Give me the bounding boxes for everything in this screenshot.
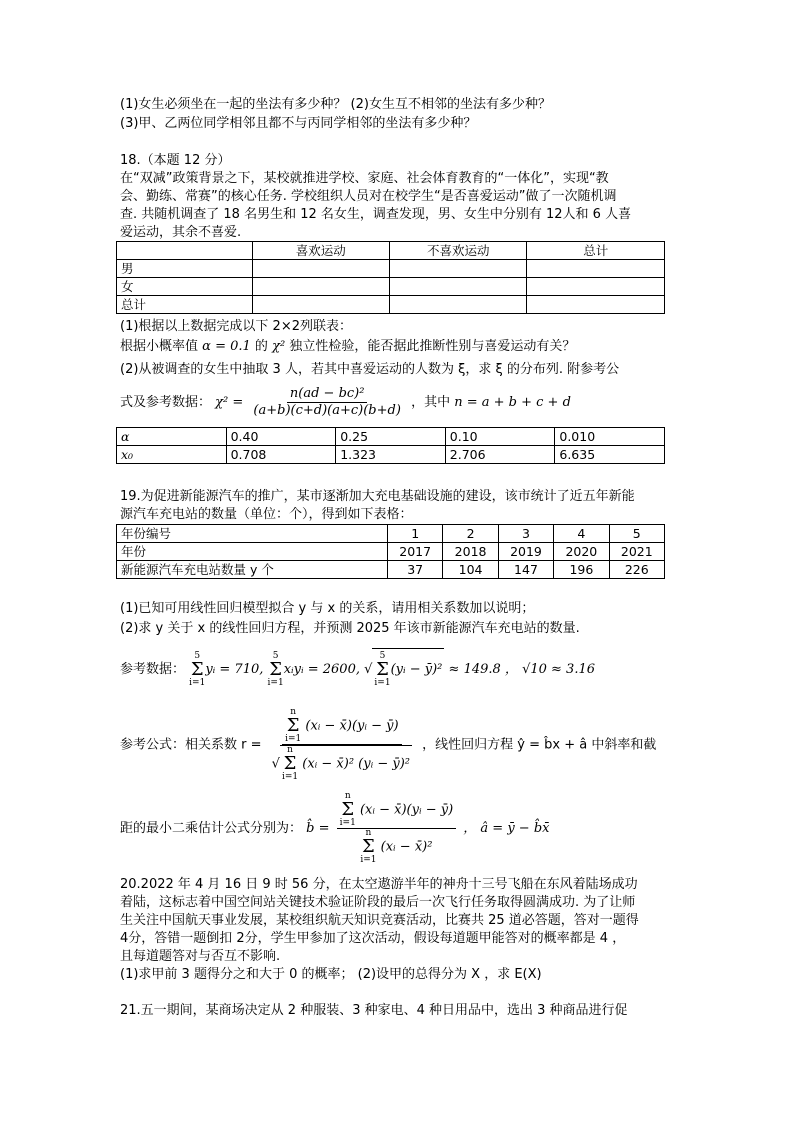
q20-para: 生关注中国航天事业发展，某校组织航天知识竞赛活动，比赛共 25 道必答题，答对一题得 (120, 913, 639, 928)
table-cell: 喜欢运动 (252, 242, 389, 260)
table-cell: 3 (498, 525, 553, 543)
table-cell: x₀ (117, 446, 227, 464)
text: 距的最小二乘估计公式分别为： (120, 821, 303, 836)
table-cell: 年份编号 (117, 525, 388, 543)
sum-xy: 5 Σ i=1 xᵢyᵢ (267, 650, 308, 688)
text: 的 (254, 339, 268, 354)
q18-sub1: (1)根据以上数据完成以下 2×2列联表： (120, 319, 352, 334)
q18-formula-line (120, 386, 571, 420)
q20-para: 4分，答错一题倒扣 2分，学生甲参加了这次活动，假设每道题甲能答对的概率都是 4 ， (120, 931, 626, 946)
table-row (117, 296, 665, 314)
contingency-table (116, 241, 665, 314)
table-cell: 226 (609, 561, 664, 579)
ref-value: = 2600, (307, 662, 360, 677)
table-cell: 6.635 (555, 446, 665, 464)
denominator: √ n Σ i=1 (xᵢ − x̄)² (yᵢ − ȳ)² (271, 745, 410, 782)
text: 式及参考数据： (120, 395, 212, 410)
table-cell: 2020 (554, 543, 609, 561)
sum-y: 5 Σ i=1 yᵢ (189, 650, 220, 688)
b-hat: b̂ = (306, 821, 330, 836)
ref-value: √10 ≈ 3.16 (522, 662, 595, 677)
table-cell: 5 (609, 525, 664, 543)
table-cell: 1 (388, 525, 443, 543)
text: ，线性回归方程 ŷ = b̂x + â 中斜率和截 (422, 737, 657, 753)
table-cell: 新能源汽车充电站数量 y 个 (117, 561, 388, 579)
sum-symbol: 5 Σ i=1 (189, 650, 206, 688)
table-cell: 2.706 (445, 446, 555, 464)
q19-reference-data (120, 648, 595, 691)
text: 根据小概率值 (120, 339, 199, 354)
text: 参考公式：相关系数 r = (120, 737, 262, 753)
charging-station-table (116, 524, 665, 579)
table-cell: 0.25 (336, 428, 446, 446)
table-row (117, 543, 665, 561)
intercept-formula: ， â = ȳ − b̂x̄ (463, 821, 550, 836)
numerator-text: (xᵢ − x̄)(yᵢ − ȳ) (359, 802, 454, 818)
q20-para: 着陆，这标志着中国空间站关键技术验证阶段的最后一次飞行任务取得圆满成功. 为了让师 (120, 895, 636, 910)
critical-value-table (116, 427, 665, 464)
numerator (282, 708, 401, 745)
denominator: (a+b)(c+d)(a+c)(b+d) (253, 403, 401, 418)
table-cell: 4 (554, 525, 609, 543)
q19-sub1: (1)已知可用线性回归模型拟合 y 与 x 的关系，请用相关系数加以说明； (120, 601, 535, 616)
table-cell: 不喜欢运动 (390, 242, 527, 260)
q18-para: 在“双减”政策背景之下，某校就推进学校、家庭、社会体育教育的“一体化”，实现“教 (120, 171, 609, 186)
table-row (117, 428, 665, 446)
table-cell: 104 (443, 561, 498, 579)
numerator-text: (xᵢ − x̄)(yᵢ − ȳ) (305, 718, 399, 734)
sum-symbol: 5 Σ i=1 (267, 650, 284, 688)
ref-value: ≈ 149.8 ， (448, 662, 518, 677)
sum-symbol: n Σ i=1 (339, 791, 356, 828)
table-cell: 2 (443, 525, 498, 543)
table-cell: 147 (498, 561, 553, 579)
table-cell: 1.323 (336, 446, 446, 464)
table-cell: 0.40 (226, 428, 336, 446)
table-cell: 0.708 (226, 446, 336, 464)
denominator-text: (xᵢ − x̄)² (380, 839, 433, 855)
table-cell: 总计 (527, 242, 665, 260)
table-cell: 总计 (117, 296, 253, 314)
ref-value: = 710, (219, 662, 264, 677)
table-cell: 女 (117, 278, 253, 296)
table-cell: 2019 (498, 543, 553, 561)
q18-para: 爱运动，其余不喜爱. (120, 225, 242, 240)
q19-correlation-formula (120, 708, 656, 782)
n-definition: n = a + b + c + d (454, 395, 571, 410)
q17-line1: (1)女生必须坐在一起的坐法有多少种？ (2)女生互不相邻的坐法有多少种？ (120, 97, 551, 112)
q19-para: 源汽车充电站的数量（单位：个），得到如下表格： (120, 507, 413, 522)
q19-para: 19.为促进新能源汽车的推广，某市逐渐加大充电基础设施的建设，该市统计了近五年新能 (120, 489, 635, 504)
text: 独立性检验，能否据此推断性别与喜爱运动有关？ (289, 339, 576, 354)
table-cell: α (117, 428, 227, 446)
q18-para: 查. 共随机调查了 18 名男生和 12 名女生，调查发现，男、女生中分别有 12人和 6 人喜 (120, 207, 632, 222)
table-row (117, 525, 665, 543)
alpha-value: α = 0.1 (202, 339, 251, 354)
q18-sub2: (2)从被调查的女生中抽取 3 人，若其中喜爱运动的人数为 ξ，求 ξ 的分布列. 附参考公 (120, 362, 620, 377)
sum-symbol: 5 Σ i=1 (374, 650, 391, 688)
table-cell: 196 (554, 561, 609, 579)
sqrt-sum: √ 5 Σ i=1 (yᵢ − ȳ)² (364, 662, 444, 677)
q18-heading: 18.（本题 12 分） (120, 153, 231, 168)
q21-para: 21.五一期间，某商场决定从 2 种服装、3 种家电、4 种日用品中，选出 3 种商品进行促 (120, 1003, 628, 1018)
table-row (117, 260, 665, 278)
q17-line2: (3)甲、乙两位同学相邻且都不与丙同学相邻的坐法有多少种？ (120, 116, 477, 131)
table-row (117, 242, 665, 260)
denominator (357, 829, 435, 865)
table-cell: 0.010 (555, 428, 665, 446)
numerator (337, 792, 456, 829)
q20-subquestions: (1)求甲前 3 题得分之和大于 0 的概率； (2)设甲的总得分为 X ，求 E(X) (120, 967, 542, 982)
q20-para: 且每道题答对与否互不影响. (120, 949, 281, 964)
q20-para: 20.2022 年 4 月 16 日 9 时 56 分，在太空遨游半年的神舟十三号飞船在东风着陆场成功 (120, 877, 638, 892)
table-cell: 2021 (609, 543, 664, 561)
table-cell: 男 (117, 260, 253, 278)
table-row (117, 561, 665, 579)
table-cell (117, 242, 253, 260)
chi-formula-lhs: χ² = (215, 395, 244, 410)
q18-sub1-cont (120, 338, 575, 356)
table-row (117, 278, 665, 296)
sum-symbol: n Σ i=1 (285, 707, 302, 744)
table-cell: 37 (388, 561, 443, 579)
table-cell: 2017 (388, 543, 443, 561)
sum-symbol: n Σ i=1 (360, 828, 377, 865)
correlation-fraction (269, 708, 415, 782)
denominator-text: (xᵢ − x̄)² (yᵢ − ȳ)² (302, 756, 410, 772)
table-row (117, 446, 665, 464)
text: ，其中 (411, 395, 451, 410)
slope-fraction (337, 792, 456, 865)
q18-para: 会、勤练、常赛”的核心任务. 学校组织人员对在校学生“是否喜爱运动”做了一次随机调 (120, 189, 617, 204)
chi-square: χ² (272, 339, 286, 354)
sum-symbol: n Σ i=1 (281, 745, 299, 782)
chi-formula-fraction (250, 386, 404, 419)
text: 参考数据： (120, 662, 186, 677)
numerator: n(ad − bc)² (287, 386, 368, 403)
q19-least-squares (120, 792, 549, 866)
table-cell: 年份 (117, 543, 388, 561)
table-cell: 2018 (443, 543, 498, 561)
table-cell: 0.10 (445, 428, 555, 446)
q19-sub2: (2)求 y 关于 x 的线性回归方程，并预测 2025 年该市新能源汽车充电站的数量. (120, 621, 580, 636)
